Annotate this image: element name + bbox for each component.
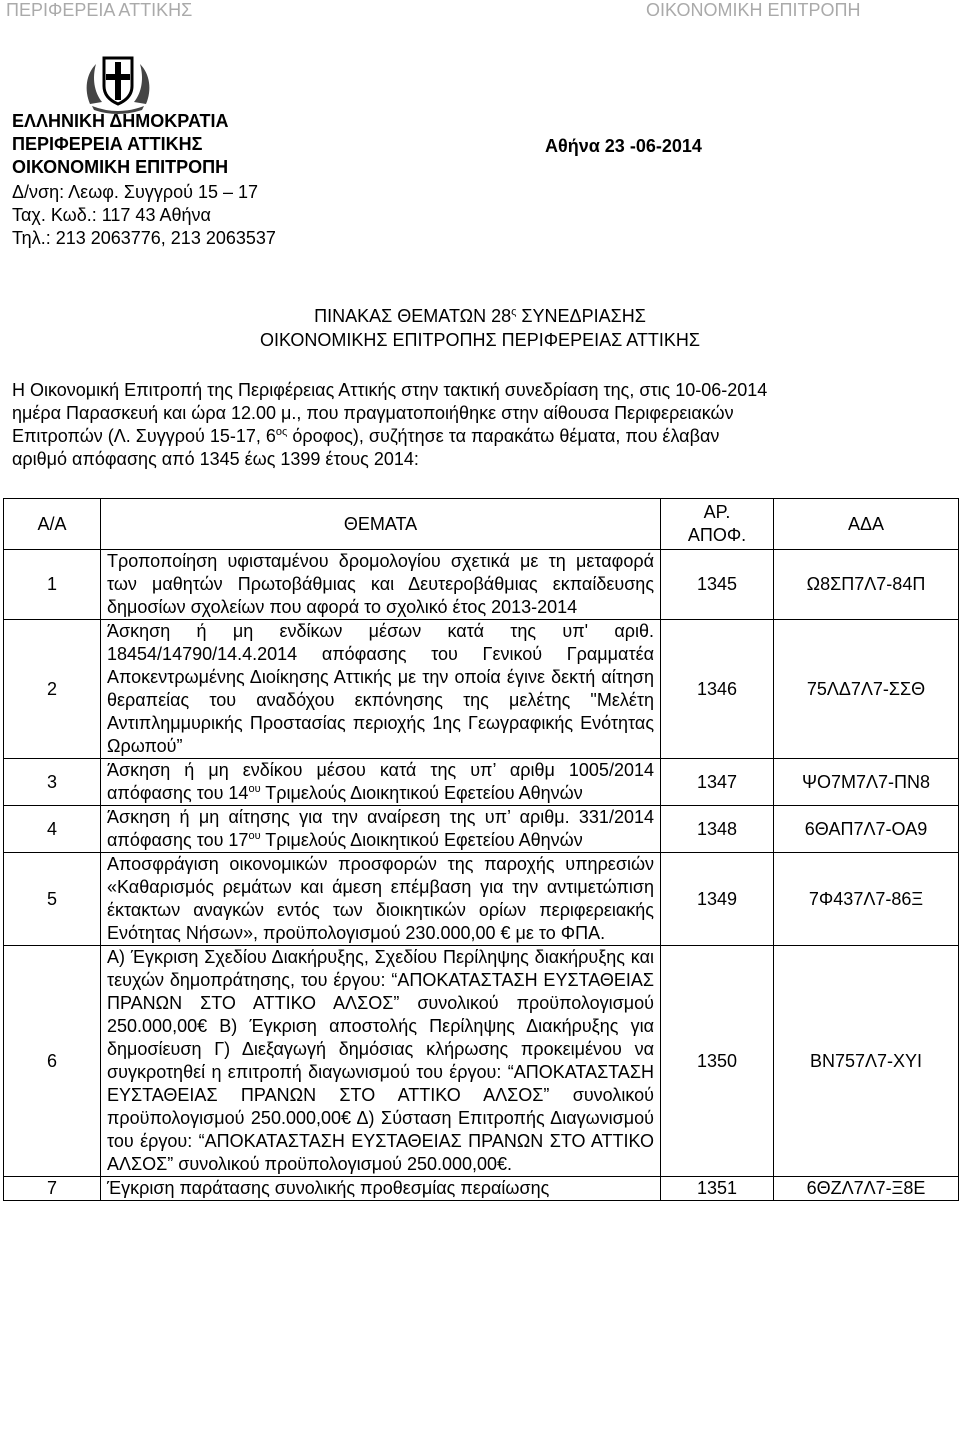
- row-subject: Έγκριση παράτασης συνολικής προθεσμίας περαίωσης: [101, 1177, 661, 1201]
- row-decision-number: 1351: [661, 1177, 774, 1201]
- row-ada-code: ΒΝ757Λ7-ΧΥΙ: [774, 946, 959, 1177]
- row-ada-code: 7Φ437Λ7-86Ξ: [774, 853, 959, 946]
- sender-committee: ΟΙΚΟΝΟΜΙΚΗ ΕΠΙΤΡΟΠΗ: [12, 157, 229, 177]
- row-ada-code: Ω8ΣΠ7Λ7-84Π: [774, 550, 959, 620]
- row-ada-code: ΨΟ7Μ7Λ7-ΠΝ8: [774, 759, 959, 806]
- document-title-line1: ΠΙΝΑΚΑΣ ΘΕΜΑΤΩΝ $28^\varsigma$ ΣΥΝΕΔΡΙΑΣΗΣ: [314, 306, 646, 326]
- row-subject: Άσκηση ή μη αίτησης για την αναίρεση της υπ’ αριθμ. 331/2014 απόφασης του $17^{o\upsilon}$ Τριμελούς Διοικητικού Εφετείου Αθηνών: [101, 806, 661, 853]
- row-decision-number: 1349: [661, 853, 774, 946]
- row-number: 6: [4, 946, 101, 1177]
- sender-address: Δ/νση: Λεωφ. Συγγρού 15 – 17: [12, 182, 259, 202]
- row-number: 4: [4, 806, 101, 853]
- row-number: 2: [4, 620, 101, 759]
- subjects-table: [3, 498, 959, 1201]
- row-subject: Αποσφράγιση οικονομικών προσφορών της παροχής υπηρεσιών «Καθαρισμός ρεμάτων και άμεση επέμβαση για την αντιμετώπιση έκτακτων αναγκών εντός των διοικητικών ορίων περιφερειακής Ενότητας Νήσων», προϋπολογισμού 230.000,00 € με το ΦΠΑ.: [101, 853, 661, 946]
- row-decision-number: 1346: [661, 620, 774, 759]
- table-row: [4, 806, 959, 853]
- sender-country: ΕΛΛΗΝΙΚΗ ΔΗΜΟΚΡΑΤΙΑ: [12, 111, 229, 131]
- row-decision-number: 1345: [661, 550, 774, 620]
- row-subject: Α) Έγκριση Σχεδίου Διακήρυξης, Σχεδίου Περίληψης διακήρυξης και τευχών δημοπράτησης, του έργου: “ΑΠΟΚΑΤΑΣΤΑΣΗ ΕΥΣΤΑΘΕΙΑΣ ΠΡΑΝΩΝ ΣΤΟ ΑΤΤΙΚΟ ΑΛΣΟΣ” συνολικού προϋπολογισμού 250.000,00€ Β) Έγκριση αποστολής Περίληψης Διακήρυξης για δημοσίευση Γ) Διεξαγωγή δημόσιας κλήρωσης προκειμένου να συγκροτηθεί η επιτροπή διαγωνισμού του έργου: “ΑΠΟΚΑΤΑΣΤΑΣΗ ΕΥΣΤΑΘΕΙΑΣ ΠΡΑΝΩΝ ΣΤΟ ΑΤΤΙΚΟ ΑΛΣΟΣ” συνολικού προϋπολογισμού 250.000,00€ Δ) Σύσταση Επιτροπής Διαγωνισμού του έργου: “ΑΠΟΚΑΤΑΣΤΑΣΗ ΕΥΣΤΑΘΕΙΑΣ ΠΡΑΝΩΝ ΣΤΟ ΑΤΤΙΚΟ ΑΛΣΟΣ” συνολικού προϋπολογισμού 250.000,00€.: [101, 946, 661, 1177]
- row-subject: Άσκηση ή μη ενδίκου μέσου κατά της υπ’ αριθμ 1005/2014 απόφασης του $14^{o\upsilon}$ Τριμελούς Διοικητικού Εφετείου Αθηνών: [101, 759, 661, 806]
- table-row: [4, 620, 959, 759]
- document-title-line2: ΟΙΚΟΝΟΜΙΚΗΣ ΕΠΙΤΡΟΠΗΣ ΠΕΡΙΦΕΡΕΙΑΣ ΑΤΤΙΚΗΣ: [259, 330, 701, 350]
- running-header-right: ΟΙΚΟΝΟΜΙΚΗ ΕΠΙΤΡΟΠΗ: [646, 0, 861, 20]
- row-number: 1: [4, 550, 101, 620]
- table-header-row: [4, 499, 959, 550]
- running-header: [0, 0, 960, 22]
- table-row: [4, 946, 959, 1177]
- row-ada-code: 75ΛΔ7Λ7-ΣΣΘ: [774, 620, 959, 759]
- running-header-left: ΠΕΡΙΦΕΡΕΙΑ ΑΤΤΙΚΗΣ: [6, 0, 193, 20]
- row-number: 3: [4, 759, 101, 806]
- row-decision-number: 1348: [661, 806, 774, 853]
- row-decision-number: 1350: [661, 946, 774, 1177]
- row-decision-number: 1347: [661, 759, 774, 806]
- document-date: Αθήνα 23 -06-2014: [545, 136, 702, 156]
- sender-region: ΠΕΡΙΦΕΡΕΙΑ ΑΤΤΙΚΗΣ: [12, 134, 203, 154]
- row-number: 7: [4, 1177, 101, 1201]
- row-ada-code: 6ΘΑΠ7Λ7-ΟΑ9: [774, 806, 959, 853]
- table-row: [4, 1177, 959, 1201]
- header-ada: ΑΔΑ: [774, 499, 959, 550]
- header-aa: Α/Α: [4, 499, 101, 550]
- row-ada-code: 6ΘΖΛ7Λ7-Ξ8Ε: [774, 1177, 959, 1201]
- sender-phone: Τηλ.: 213 2063776, 213 2063537: [12, 228, 276, 248]
- row-number: 5: [4, 853, 101, 946]
- sender-postal-code: Ταχ. Κωδ.: 117 43 Αθήνα: [12, 205, 211, 225]
- header-decision: ΑΡ. ΑΠΟΦ.: [661, 499, 774, 550]
- greek-coat-of-arms-icon: [82, 50, 154, 116]
- intro-paragraph: Η Οικονομική Επιτροπή της Περιφέρειας Αττικής στην τακτική συνεδρίαση της, στις 10-06-2014 ημέρα Παρασκευή και ώρα 12.00 μ., που πραγματοποιήθηκε στην αίθουσα Περιφερειακών Επιτροπών (Λ. Συγγρού 15-17, $6^{o\varsigma}$ όροφος), συζήτησε τα παρακάτω θέματα, που έλαβαν αριθμό απόφασης από 1345 έως 1399 έτους 2014:: [12, 380, 768, 469]
- table-row: [4, 853, 959, 946]
- table-row: [4, 759, 959, 806]
- row-subject: Άσκηση ή μη ενδίκων μέσων κατά της υπ' αριθ. 18454/14790/14.4.2014 απόφασης του Γενικού Γραμματέα Αποκεντρωμένης Διοίκησης Αττικής με την οποία έγινε δεκτή αίτηση θεραπείας του αναδόχου εκπόνησης της μελέτης "Μελέτη Αντιπλημμυρικής Προστασίας περιοχής 1ης Γεωγραφικής Ενότητας Ωρωπού”: [101, 620, 661, 759]
- header-subjects: ΘΕΜΑΤΑ: [101, 499, 661, 550]
- table-row: [4, 550, 959, 620]
- row-subject: Τροποποίηση υφισταμένου δρομολογίου σχετικά με τη μεταφορά των μαθητών Πρωτοβάθμιας και Δευτεροβάθμιας εκπαίδευσης δημοσίων σχολείων που αφορά το σχολικό έτος 2013-2014: [101, 550, 661, 620]
